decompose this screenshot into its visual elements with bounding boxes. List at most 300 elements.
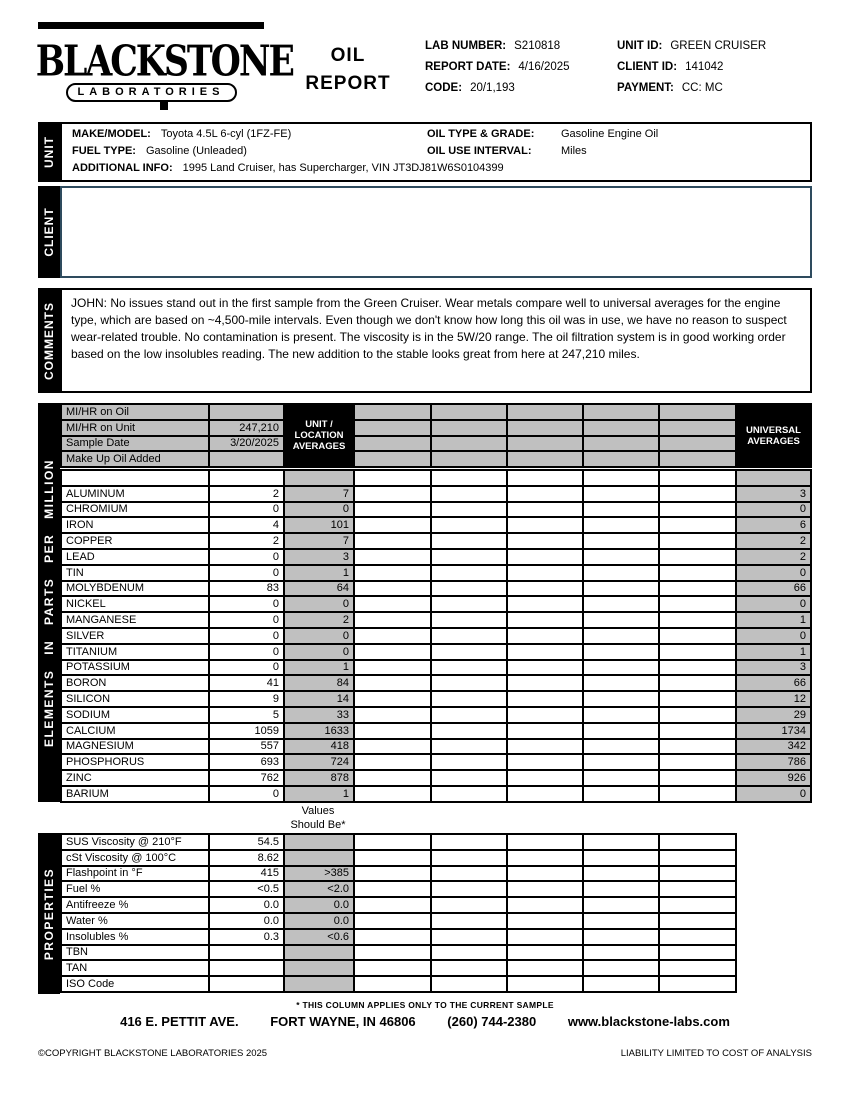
element-unit-average: 1 — [284, 565, 354, 581]
history-cell — [354, 897, 431, 913]
history-cell — [507, 486, 583, 502]
meta-field-value: S210818 — [514, 40, 561, 52]
elements-section-label: ELEMENTS IN PARTS PER MILLION — [42, 458, 56, 747]
history-cell — [659, 420, 736, 436]
history-cell — [354, 420, 431, 436]
history-cell — [583, 533, 659, 549]
table-row — [61, 436, 811, 452]
meta-field-label: CODE: — [425, 82, 463, 94]
element-row — [61, 517, 811, 533]
element-current-value: 1059 — [209, 723, 284, 739]
history-cell — [507, 945, 583, 961]
report-meta-col-left — [425, 40, 570, 103]
history-cell — [659, 929, 736, 945]
element-universal-average: 12 — [736, 691, 811, 707]
element-row — [61, 644, 811, 660]
history-cell — [659, 960, 736, 976]
property-row — [61, 913, 736, 929]
history-cell — [583, 675, 659, 691]
history-cell — [659, 533, 736, 549]
property-current-value — [209, 960, 284, 976]
history-cell — [659, 565, 736, 581]
element-name: SODIUM — [61, 707, 209, 723]
history-cell — [659, 628, 736, 644]
history-cell — [583, 945, 659, 961]
history-cell — [354, 913, 431, 929]
property-should-be-value — [284, 834, 354, 850]
property-current-value: <0.5 — [209, 881, 284, 897]
history-cell — [431, 834, 507, 850]
history-cell — [659, 596, 736, 612]
element-name: POTASSIUM — [61, 660, 209, 676]
oil-type-label: OIL TYPE & GRADE: — [427, 128, 535, 140]
history-cell — [354, 723, 431, 739]
element-universal-average: 2 — [736, 533, 811, 549]
history-cell — [354, 739, 431, 755]
history-cell — [431, 581, 507, 597]
unit-location-averages-header — [284, 404, 354, 467]
history-cell — [431, 533, 507, 549]
element-unit-average: 0 — [284, 502, 354, 518]
unit-info-box — [60, 122, 812, 182]
meta-field-value: CC: MC — [681, 82, 723, 94]
property-name: Fuel % — [61, 881, 209, 897]
property-should-be-value — [284, 945, 354, 961]
element-name: BARIUM — [61, 786, 209, 802]
element-current-value: 0 — [209, 644, 284, 660]
history-cell — [431, 976, 507, 992]
history-cell — [431, 612, 507, 628]
history-cell — [659, 786, 736, 802]
element-unit-average: 0 — [284, 628, 354, 644]
history-cell — [431, 723, 507, 739]
history-cell — [659, 976, 736, 992]
element-row — [61, 581, 811, 597]
history-cell — [354, 517, 431, 533]
history-cell — [583, 660, 659, 676]
property-name: cSt Viscosity @ 100°C — [61, 850, 209, 866]
meta-field — [617, 61, 766, 82]
element-row — [61, 486, 811, 502]
history-cell — [431, 960, 507, 976]
element-row — [61, 675, 811, 691]
history-cell — [583, 581, 659, 597]
element-unit-average: 7 — [284, 486, 354, 502]
property-current-value: 54.5 — [209, 834, 284, 850]
history-cell — [354, 502, 431, 518]
unit-loc-line2: LOCATION — [294, 430, 344, 442]
street-address: 416 E. PETTIT AVE. — [120, 1014, 239, 1029]
element-name: SILVER — [61, 628, 209, 644]
history-cell — [354, 404, 431, 420]
element-row — [61, 502, 811, 518]
history-cell — [507, 960, 583, 976]
history-cell — [431, 707, 507, 723]
history-cell — [507, 581, 583, 597]
history-cell — [431, 770, 507, 786]
history-cell — [431, 596, 507, 612]
element-unit-average: 64 — [284, 581, 354, 597]
unit-section-label: UNIT — [42, 136, 56, 168]
property-row — [61, 897, 736, 913]
element-universal-average: 1734 — [736, 723, 811, 739]
history-cell — [583, 691, 659, 707]
history-cell — [431, 754, 507, 770]
history-cell — [354, 929, 431, 945]
comments-section — [38, 288, 812, 393]
element-current-value: 0 — [209, 628, 284, 644]
element-row — [61, 691, 811, 707]
meta-field-label: REPORT DATE: — [425, 61, 511, 73]
meta-field — [425, 82, 570, 103]
property-row — [61, 866, 736, 882]
history-cell — [431, 420, 507, 436]
unit-loc-line1: UNIT / — [305, 419, 333, 431]
element-universal-average: 0 — [736, 786, 811, 802]
history-cell — [659, 770, 736, 786]
element-name: MAGNESIUM — [61, 739, 209, 755]
history-cell — [354, 612, 431, 628]
history-cell — [507, 436, 583, 452]
legal-row — [38, 1048, 812, 1059]
property-name: ISO Code — [61, 976, 209, 992]
history-cell — [659, 502, 736, 518]
history-cell — [659, 404, 736, 420]
element-name: CALCIUM — [61, 723, 209, 739]
oil-interval-label: OIL USE INTERVAL: — [427, 145, 532, 157]
element-name: TITANIUM — [61, 644, 209, 660]
history-cell — [583, 929, 659, 945]
element-current-value: 762 — [209, 770, 284, 786]
meta-field-label: PAYMENT: — [617, 82, 674, 94]
history-cell — [659, 486, 736, 502]
history-cell — [507, 675, 583, 691]
history-cell — [354, 565, 431, 581]
fuel-type-label: FUEL TYPE: — [72, 145, 136, 157]
history-cell — [659, 945, 736, 961]
history-cell — [507, 739, 583, 755]
history-cell — [507, 786, 583, 802]
history-cell — [583, 866, 659, 882]
history-cell — [583, 436, 659, 452]
history-cell — [583, 596, 659, 612]
element-unit-average: 878 — [284, 770, 354, 786]
element-unit-average: 0 — [284, 644, 354, 660]
history-cell — [507, 707, 583, 723]
history-cell — [583, 517, 659, 533]
property-current-value: 415 — [209, 866, 284, 882]
history-cell — [354, 596, 431, 612]
element-row — [61, 565, 811, 581]
element-universal-average: 0 — [736, 628, 811, 644]
history-cell — [507, 897, 583, 913]
property-should-be-value: 0.0 — [284, 913, 354, 929]
values-should-be-line2: Should Be* — [290, 819, 346, 831]
element-universal-average: 0 — [736, 565, 811, 581]
history-cell — [659, 913, 736, 929]
sample-date-value: 3/20/2025 — [209, 436, 284, 452]
history-cell — [583, 404, 659, 420]
element-row — [61, 596, 811, 612]
comments-box — [60, 288, 812, 393]
universal-line1: UNIVERSAL — [746, 424, 801, 436]
element-unit-average: 7 — [284, 533, 354, 549]
history-cell — [659, 723, 736, 739]
history-cell — [507, 866, 583, 882]
history-cell — [583, 451, 659, 467]
table-row — [61, 404, 811, 420]
element-unit-average: 101 — [284, 517, 354, 533]
element-current-value: 0 — [209, 596, 284, 612]
element-current-value: 9 — [209, 691, 284, 707]
property-should-be-value: 0.0 — [284, 897, 354, 913]
element-row — [61, 770, 811, 786]
property-name: TBN — [61, 945, 209, 961]
history-cell — [431, 436, 507, 452]
element-unit-average: 2 — [284, 612, 354, 628]
property-should-be-value — [284, 976, 354, 992]
history-cell — [431, 897, 507, 913]
element-universal-average: 3 — [736, 660, 811, 676]
history-cell — [354, 451, 431, 467]
property-row — [61, 850, 736, 866]
history-cell — [659, 451, 736, 467]
history-cell — [507, 628, 583, 644]
element-universal-average: 29 — [736, 707, 811, 723]
meta-field — [617, 82, 766, 103]
history-cell — [583, 739, 659, 755]
history-cell — [507, 754, 583, 770]
fuel-type-value: Gasoline (Unleaded) — [145, 145, 247, 157]
element-unit-average: 84 — [284, 675, 354, 691]
history-cell — [659, 517, 736, 533]
history-cell — [583, 881, 659, 897]
history-cell — [583, 976, 659, 992]
spacer-cell — [583, 470, 659, 486]
property-current-value: 8.62 — [209, 850, 284, 866]
history-cell — [583, 960, 659, 976]
history-cell — [431, 929, 507, 945]
history-cell — [583, 897, 659, 913]
mi-hr-on-oil-value — [209, 404, 284, 420]
history-cell — [354, 786, 431, 802]
history-cell — [354, 581, 431, 597]
history-cell — [354, 754, 431, 770]
history-cell — [659, 436, 736, 452]
history-cell — [507, 549, 583, 565]
property-should-be-value — [284, 960, 354, 976]
history-cell — [583, 913, 659, 929]
property-name: Water % — [61, 913, 209, 929]
client-info-box — [60, 186, 812, 278]
make-up-oil-label: Make Up Oil Added — [61, 451, 209, 467]
history-cell — [583, 502, 659, 518]
history-cell — [659, 739, 736, 755]
element-universal-average: 66 — [736, 675, 811, 691]
element-unit-average: 1633 — [284, 723, 354, 739]
logo-wordmark: BLACKSTONE — [35, 36, 293, 87]
history-cell — [659, 612, 736, 628]
sample-info-table — [60, 403, 812, 468]
history-cell — [507, 517, 583, 533]
history-cell — [431, 565, 507, 581]
element-current-value: 0 — [209, 786, 284, 802]
element-row — [61, 754, 811, 770]
element-universal-average: 0 — [736, 596, 811, 612]
meta-field-value: 20/1,193 — [470, 82, 515, 94]
history-cell — [354, 881, 431, 897]
table-row — [61, 451, 811, 467]
report-title — [283, 42, 413, 98]
spacer-cell — [354, 470, 431, 486]
history-cell — [583, 486, 659, 502]
element-unit-average: 0 — [284, 596, 354, 612]
properties-section-label-bar — [38, 833, 60, 994]
history-cell — [431, 739, 507, 755]
report-title-line2: REPORT — [305, 73, 391, 94]
property-should-be-value — [284, 850, 354, 866]
history-cell — [431, 691, 507, 707]
history-cell — [583, 786, 659, 802]
history-cell — [507, 770, 583, 786]
history-cell — [659, 691, 736, 707]
element-name: IRON — [61, 517, 209, 533]
client-section — [38, 186, 812, 278]
history-cell — [507, 451, 583, 467]
elements-section-label-bar — [38, 403, 60, 802]
element-current-value: 0 — [209, 612, 284, 628]
history-cell — [507, 881, 583, 897]
property-name: Flashpoint in °F — [61, 866, 209, 882]
element-unit-average: 418 — [284, 739, 354, 755]
meta-field-value: 4/16/2025 — [518, 61, 570, 73]
meta-field — [425, 61, 570, 82]
table-row-spacer — [61, 470, 811, 486]
oil-type-value: Gasoline Engine Oil — [561, 128, 659, 140]
property-row — [61, 929, 736, 945]
history-cell — [507, 404, 583, 420]
history-cell — [507, 644, 583, 660]
history-cell — [431, 517, 507, 533]
element-name: COPPER — [61, 533, 209, 549]
current-sample-footnote: * THIS COLUMN APPLIES ONLY TO THE CURRENT SAMPLE — [296, 1000, 554, 1010]
history-cell — [507, 533, 583, 549]
history-cell — [583, 628, 659, 644]
logo-laboratories-label: LABORATORIES — [66, 83, 237, 102]
history-cell — [659, 754, 736, 770]
element-current-value: 41 — [209, 675, 284, 691]
element-current-value: 0 — [209, 565, 284, 581]
element-name: LEAD — [61, 549, 209, 565]
client-section-label-bar — [38, 186, 60, 278]
history-cell — [659, 881, 736, 897]
history-cell — [583, 850, 659, 866]
history-cell — [431, 675, 507, 691]
history-cell — [659, 866, 736, 882]
history-cell — [354, 486, 431, 502]
history-cell — [583, 770, 659, 786]
values-should-be-header — [283, 804, 353, 832]
history-cell — [507, 691, 583, 707]
element-row — [61, 628, 811, 644]
element-current-value: 5 — [209, 707, 284, 723]
logo-tag-mark — [160, 101, 168, 110]
history-cell — [659, 897, 736, 913]
universal-line2: AVERAGES — [747, 435, 800, 447]
unit-section-label-bar — [38, 122, 60, 182]
make-model-value: Toyota 4.5L 6-cyl (1FZ-FE) — [160, 128, 292, 140]
history-cell — [354, 850, 431, 866]
property-should-be-value: <0.6 — [284, 929, 354, 945]
history-cell — [659, 834, 736, 850]
history-cell — [354, 628, 431, 644]
copyright-text: ©COPYRIGHT BLACKSTONE LABORATORIES 2025 — [38, 1048, 268, 1059]
history-cell — [659, 660, 736, 676]
meta-field — [617, 40, 766, 61]
phone-number: (260) 744-2380 — [447, 1014, 537, 1029]
element-row — [61, 723, 811, 739]
table-row — [61, 420, 811, 436]
history-cell — [659, 850, 736, 866]
report-meta-col-right — [617, 40, 766, 103]
spacer-cell — [284, 470, 354, 486]
element-universal-average: 66 — [736, 581, 811, 597]
element-name: BORON — [61, 675, 209, 691]
liability-text: LIABILITY LIMITED TO COST OF ANALYSIS — [620, 1048, 812, 1059]
make-model-label: MAKE/MODEL: — [72, 128, 151, 140]
element-name: TIN — [61, 565, 209, 581]
property-row — [61, 834, 736, 850]
client-section-label: CLIENT — [42, 207, 56, 257]
meta-field-value: GREEN CRUISER — [670, 40, 767, 52]
make-up-oil-value — [209, 451, 284, 467]
history-cell — [431, 404, 507, 420]
element-current-value: 557 — [209, 739, 284, 755]
property-name: TAN — [61, 960, 209, 976]
history-cell — [431, 786, 507, 802]
element-universal-average: 1 — [736, 612, 811, 628]
spacer-cell — [736, 470, 811, 486]
element-row — [61, 612, 811, 628]
element-unit-average: 1 — [284, 660, 354, 676]
history-cell — [354, 675, 431, 691]
history-cell — [583, 707, 659, 723]
history-cell — [354, 533, 431, 549]
spacer-cell — [659, 470, 736, 486]
history-cell — [431, 549, 507, 565]
element-current-value: 0 — [209, 549, 284, 565]
element-name: MOLYBDENUM — [61, 581, 209, 597]
values-should-be-line1: Values — [301, 805, 335, 817]
history-cell — [354, 707, 431, 723]
element-current-value: 0 — [209, 502, 284, 518]
mi-hr-on-unit-label: MI/HR on Unit — [61, 420, 209, 436]
meta-field-label: CLIENT ID: — [617, 61, 678, 73]
mi-hr-on-unit-value: 247,210 — [209, 420, 284, 436]
property-name: Antifreeze % — [61, 897, 209, 913]
meta-field-value: 141042 — [685, 61, 724, 73]
history-cell — [583, 549, 659, 565]
properties-section-label: PROPERTIES — [42, 867, 56, 960]
history-cell — [431, 850, 507, 866]
spacer-cell — [61, 470, 209, 486]
history-cell — [659, 675, 736, 691]
history-cell — [431, 660, 507, 676]
history-cell — [354, 866, 431, 882]
element-unit-average: 724 — [284, 754, 354, 770]
history-cell — [354, 960, 431, 976]
history-cell — [507, 565, 583, 581]
